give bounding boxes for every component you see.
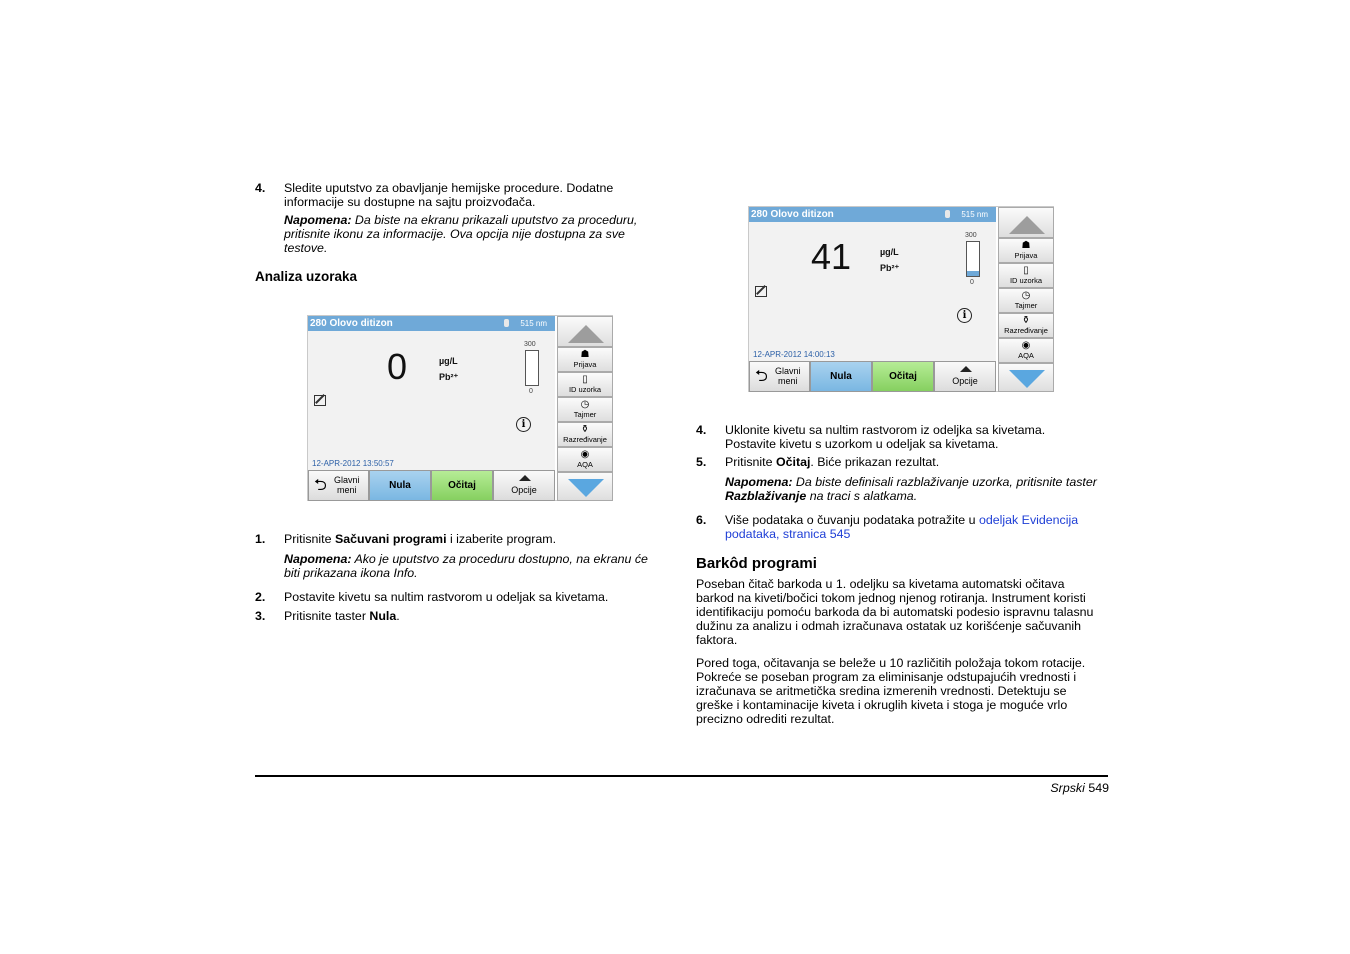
aqa-button[interactable]: ◉ AQA [998, 338, 1054, 363]
lamp-icon [504, 319, 509, 327]
main-menu-button[interactable] [749, 361, 810, 392]
zero-button[interactable]: Nula [810, 361, 872, 392]
aqa-button[interactable]: ◉ AQA [557, 447, 613, 472]
concentration-gauge [525, 350, 539, 386]
screen-main-area [308, 316, 555, 470]
footer-rule [255, 775, 1108, 777]
vial-icon: ▯ [582, 374, 588, 385]
note-text: Da biste na ekranu prikazali uputstvo za proceduru, [351, 213, 638, 227]
left-note-2: Napomena: Ako je uputstvo za proceduru dostupno, na ekranu će biti prikazana ikona Info. [284, 552, 648, 580]
options-label: Opcije [511, 485, 537, 495]
gauge-max: 300 [965, 232, 977, 239]
main-menu-label: Glavni meni [775, 366, 801, 386]
main-menu-button[interactable] [308, 470, 369, 501]
program-title: 280 Olovo ditizon [751, 209, 834, 220]
gauge-fill [967, 271, 979, 276]
note-label: Napomena: [284, 213, 352, 227]
reading-species: Pb²⁺ [880, 263, 900, 273]
person-icon: ☗ [1021, 240, 1031, 251]
concentration-gauge [966, 241, 980, 277]
note-text: testove. [284, 241, 328, 255]
wavelength: 515 nm [961, 210, 988, 219]
step-number: 3. [255, 609, 266, 623]
program-title: 280 Olovo ditizon [310, 318, 393, 329]
step-number: 4. [696, 423, 707, 437]
step-number: 5. [696, 455, 707, 469]
read-button[interactable]: Očitaj [431, 470, 493, 501]
options-button[interactable] [934, 361, 996, 392]
wavelength: 515 nm [520, 319, 547, 328]
page-footer [1000, 781, 1109, 795]
person-icon: ☗ [580, 349, 590, 360]
page-number: 549 [1088, 781, 1109, 795]
zero-button[interactable]: Nula [369, 470, 431, 501]
step-text-line: informacije su dostupne na sajtu proizvođača. [284, 195, 536, 209]
options-arrow-icon [519, 475, 531, 481]
edit-icon[interactable] [755, 286, 767, 297]
back-arrow-icon: ⮌ [314, 477, 327, 494]
reading-value: 0 [387, 346, 408, 387]
right-note: Napomena: Da biste definisali razblaživanje uzorka, pritisnite taster Razblaživanje na traci s alatkama. [725, 475, 1097, 503]
arrow-down-icon [568, 479, 604, 497]
screen-datetime: 12-APR-2012 13:50:57 [312, 459, 394, 468]
aqa-icon: ◉ [1021, 340, 1031, 351]
screen-title-bar [749, 207, 996, 222]
info-icon[interactable]: i [516, 417, 531, 432]
gauge-min: 0 [970, 279, 974, 286]
screen-bottom-bar [308, 470, 555, 501]
data-log-link[interactable]: odeljak Evidencija [978, 513, 1079, 527]
gauge-max: 300 [524, 341, 536, 348]
timer-icon: ◷ [1021, 290, 1031, 301]
screen-side-toolbar [998, 207, 1054, 392]
scroll-down-button[interactable] [557, 472, 613, 501]
info-icon[interactable]: i [957, 308, 972, 323]
arrow-up-icon [1009, 216, 1045, 234]
screen-bottom-bar [749, 361, 996, 392]
step-number: 6. [696, 513, 707, 527]
instrument-screen-result [748, 206, 1054, 392]
note-label: Napomena: [284, 552, 352, 566]
login-button[interactable]: ☗ Prijava [557, 347, 613, 372]
read-button[interactable]: Očitaj [872, 361, 934, 392]
left-note-1 [284, 213, 664, 255]
step-number: 4. [255, 181, 266, 195]
section-heading-analiza: Analiza uzoraka [255, 269, 358, 284]
login-button[interactable]: ☗ Prijava [998, 238, 1054, 263]
timer-icon: ◷ [580, 399, 590, 410]
scroll-down-button[interactable] [998, 363, 1054, 392]
options-label: Opcije [952, 376, 978, 386]
aqa-icon: ◉ [580, 449, 590, 460]
screen-datetime: 12-APR-2012 14:00:13 [753, 350, 835, 359]
dilution-icon: ⚱ [580, 424, 590, 435]
screen-side-toolbar [557, 316, 613, 501]
sample-id-button[interactable]: ▯ ID uzorka [998, 263, 1054, 288]
scroll-up-button[interactable] [998, 207, 1054, 238]
vial-icon: ▯ [1023, 265, 1029, 276]
sample-id-button[interactable]: ▯ ID uzorka [557, 372, 613, 397]
data-log-link-cont[interactable]: podataka, stranica 545 [725, 527, 851, 541]
screen-title-bar [308, 316, 555, 331]
dilution-button[interactable]: ⚱ Razređivanje [998, 313, 1054, 338]
gauge-min: 0 [529, 388, 533, 395]
arrow-down-icon [1009, 370, 1045, 388]
screen-main-area [749, 207, 996, 361]
dilution-icon: ⚱ [1021, 315, 1031, 326]
footer-language: Srpski [1050, 781, 1085, 795]
section-heading-barcode: Barkôd programi [696, 555, 817, 572]
note-label: Napomena: [725, 475, 793, 489]
scroll-up-button[interactable] [557, 316, 613, 347]
step-number: 2. [255, 590, 266, 604]
lamp-icon [945, 210, 950, 218]
barcode-paragraph-1: Poseban čitač barkoda u 1. odeljku sa kivetama automatski očitava barkod na kiveti/bočici tokom jednog njenog rotiranja. Instrument koristi identifikaciju pomoću barkoda da bi automatski podesio ispravnu talasnu dužinu za analizu i odmah izračunava ostatak uz korišćenje sačuvanih faktora. [696, 577, 1094, 647]
timer-button[interactable]: ◷ Tajmer [998, 288, 1054, 313]
edit-icon[interactable] [314, 395, 326, 406]
note-text: pritisnite ikonu za informacije. Ova opcija nije dostupna za sve [284, 227, 625, 241]
reading-unit: µg/L [439, 356, 458, 366]
instrument-screen-zero [307, 315, 613, 501]
reading-value: 41 [811, 236, 852, 277]
step-text: Postavite kivetu sa nultim rastvorom u odeljak sa kivetama. [284, 590, 609, 604]
step-text-line: Sledite uputstvo za obavljanje hemijske procedure. Dodatne [284, 181, 614, 195]
main-menu-label: Glavni meni [334, 475, 360, 495]
arrow-up-icon [568, 325, 604, 343]
reading-unit: µg/L [880, 247, 899, 257]
options-button[interactable] [493, 470, 555, 501]
options-arrow-icon [960, 366, 972, 372]
step-number: 1. [255, 532, 266, 546]
back-arrow-icon: ⮌ [755, 368, 768, 385]
dilution-button[interactable]: ⚱ Razređivanje [557, 422, 613, 447]
barcode-paragraph-2: Pored toga, očitavanja se beleže u 10 različitih položaja tokom rotacije. Pokreće se poseban program za eliminisanje odstupajućih vrednosti i izračunava se aritmetička sredina izmerenih vrednosti. Detektuju se greške i kontaminacije kiveta i okruglih kiveta i stoga je moguće vrlo precizno odrediti rezultat. [696, 656, 1086, 726]
reading-species: Pb²⁺ [439, 372, 459, 382]
timer-button[interactable]: ◷ Tajmer [557, 397, 613, 422]
